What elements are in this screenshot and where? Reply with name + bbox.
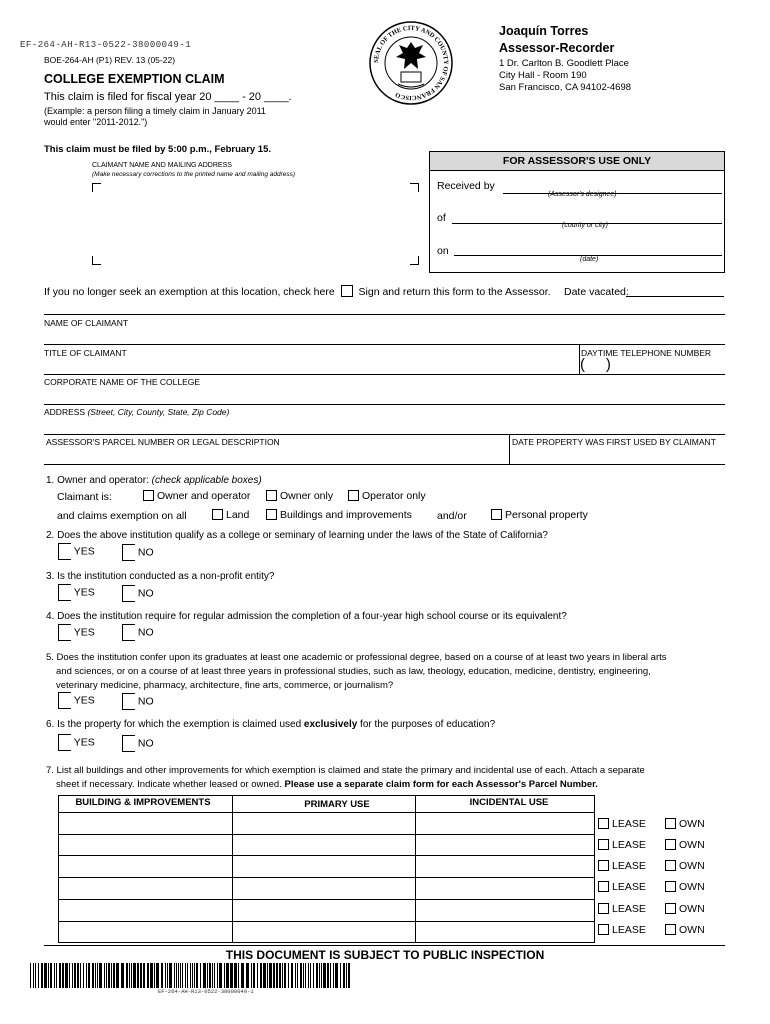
barcode-bar (319, 963, 320, 988)
barcode-bar (346, 963, 347, 988)
row1-own-label: OWN (679, 818, 705, 830)
personal-property-checkbox[interactable] (491, 509, 502, 520)
q3-yes[interactable] (58, 584, 95, 601)
claims-on-all-label: and claims exemption on all (57, 510, 187, 522)
barcode-bar (333, 963, 334, 988)
barcode-bar (72, 963, 73, 988)
row1-lease-label: LEASE (612, 818, 646, 830)
header-primary-use: PRIMARY USE (304, 799, 370, 810)
barcode-bar (50, 963, 52, 988)
parcel-divider (509, 434, 510, 464)
row3-lease-label: LEASE (612, 860, 646, 872)
barcode-bar (241, 963, 244, 988)
barcode-bar (137, 963, 139, 988)
row6-lease-label: LEASE (612, 924, 646, 936)
barcode-bar (74, 963, 76, 988)
barcode-bar (246, 963, 249, 988)
barcode-bar (95, 963, 96, 988)
row1-own[interactable] (665, 818, 705, 830)
barcode-bar (251, 963, 252, 988)
barcode-bar (178, 963, 179, 988)
barcode-bar (330, 963, 331, 988)
form-revision: BOE-264-AH (P1) REV. 13 (05-22) (44, 55, 176, 65)
barcode-bar (143, 963, 145, 988)
q1-hint: (check applicable boxes) (151, 475, 262, 486)
seal-text: SEAL OF THE CITY AND COUNTY OF SAN FRANCISCO (372, 24, 450, 102)
q6-no-box[interactable] (122, 735, 135, 752)
q4-text: 4. Does the institution require for regular admission the completion of a four-year high school course or its equivalent? (46, 611, 567, 622)
date-hint: (date) (580, 256, 599, 263)
corner-mark-tl (92, 183, 101, 192)
rule-4 (44, 404, 725, 405)
q2-text: 2. Does the above institution qualify as a college or seminary of learning under the laws of the State of California? (46, 530, 548, 541)
barcode-bar (327, 963, 329, 988)
barcode-bar (108, 963, 110, 988)
barcode-bar (279, 963, 281, 988)
row5-lease[interactable] (598, 903, 646, 915)
header-building: BUILDING & IMPROVEMENTS (75, 797, 211, 808)
barcode (30, 963, 355, 988)
daytime-phone-label: DAYTIME TELEPHONE NUMBER (581, 348, 712, 358)
q6-yes-label: YES (73, 736, 95, 749)
address-hint: (Street, City, County, State, Zip Code) (87, 407, 230, 417)
barcode-bar (92, 963, 94, 988)
assessor-address-1: 1 Dr. Carlton B. Goodlett Place (499, 58, 629, 69)
barcode-bar (316, 963, 318, 988)
phone-input[interactable]: ( ) (580, 356, 611, 373)
owner-operator-label: Owner and operator (157, 490, 251, 502)
q3-yes-box[interactable] (58, 584, 71, 601)
barcode-bar (44, 963, 47, 988)
title-of-claimant-label: TITLE OF CLAIMANT (44, 348, 127, 358)
opt-buildings[interactable] (266, 509, 412, 521)
received-by-label: Received by (437, 180, 495, 192)
barcode-bar (276, 963, 278, 988)
rule-3 (44, 374, 725, 375)
designee-hint: (Assessor's designee) (548, 191, 617, 198)
barcode-bar (65, 963, 68, 988)
row5-lease-checkbox[interactable] (598, 903, 609, 914)
claimant-is-label: Claimant is: (57, 491, 112, 503)
barcode-bar (77, 963, 79, 988)
row3-lease[interactable] (598, 860, 646, 872)
barcode-bar (348, 963, 350, 988)
row1-lease[interactable] (598, 818, 646, 830)
barcode-bar (131, 963, 132, 988)
table-header-row (58, 795, 595, 813)
barcode-bar (203, 963, 206, 988)
q1-text: 1. Owner and operator: (46, 475, 149, 486)
row4-own-label: OWN (679, 881, 705, 893)
barcode-bar (257, 963, 258, 988)
barcode-bar (59, 963, 61, 988)
no-longer-text: If you no longer seek an exemption at this location, check here (44, 286, 335, 298)
rule-6 (44, 464, 725, 465)
opt-land[interactable] (212, 509, 249, 521)
row-line-5 (58, 921, 595, 922)
q5-no-label: NO (137, 695, 154, 708)
improvements-table (58, 795, 595, 943)
barcode-bar (54, 963, 55, 988)
barcode-bar (129, 963, 130, 988)
row3-lease-checkbox[interactable] (598, 860, 609, 871)
q5-no-box[interactable] (122, 693, 135, 710)
land-checkbox[interactable] (212, 509, 223, 520)
barcode-bar (291, 963, 293, 988)
row5-own-label: OWN (679, 903, 705, 915)
barcode-bar (86, 963, 87, 988)
no-longer-text-2: Sign and return this form to the Assessor. (358, 286, 551, 298)
row2-lease-checkbox[interactable] (598, 839, 609, 850)
barcode-bar (209, 963, 211, 988)
barcode-bar (116, 963, 119, 988)
q5-no[interactable] (122, 693, 154, 710)
q6-line (46, 718, 495, 732)
barcode-bar (217, 963, 218, 988)
barcode-bar (41, 963, 43, 988)
q5-line-2: and sciences, or on a course of at least three years in professional studies, such as law, theology, education, medicine, dentistry, engineering, (56, 666, 651, 677)
row-line-4 (58, 899, 595, 900)
q3-no-label: NO (137, 587, 154, 600)
q2-no-box[interactable] (122, 544, 135, 561)
barcode-bar (33, 963, 34, 988)
row4-lease-label: LEASE (612, 881, 646, 893)
q4-no[interactable] (122, 624, 154, 641)
assessor-name: Joaquín Torres (499, 24, 589, 38)
row6-own[interactable] (665, 924, 705, 936)
barcode-bar (35, 963, 36, 988)
barcode-bar (187, 963, 188, 988)
assessor-address-3: San Francisco, CA 94102-4698 (499, 82, 632, 93)
q5-yes-label: YES (73, 694, 95, 707)
example-line-1: (Example: a person filing a timely claim in January 2011 (44, 106, 266, 116)
barcode-bar (253, 963, 255, 988)
row4-lease[interactable] (598, 881, 646, 893)
operator-only-label: Operator only (362, 490, 426, 502)
barcode-bar (30, 963, 31, 988)
address-input[interactable] (44, 419, 725, 433)
barcode-bar (88, 963, 90, 988)
barcode-bar (288, 963, 289, 988)
q2-yes-box[interactable] (58, 543, 71, 560)
row6-lease[interactable] (598, 924, 646, 936)
q6-no[interactable] (122, 735, 154, 752)
svg-text:SEAL OF THE CITY AND COUNTY OF (373, 25, 449, 101)
q4-yes[interactable] (58, 624, 95, 641)
barcode-bar (323, 963, 326, 988)
row5-own-checkbox[interactable] (665, 903, 676, 914)
opt-operator-only[interactable] (348, 490, 426, 502)
barcode-bar (83, 963, 84, 988)
date-vacated-label: Date vacated: (564, 286, 629, 298)
row-line-2 (58, 855, 595, 856)
barcode-bar (140, 963, 142, 988)
barcode-bar (56, 963, 57, 988)
barcode-bar (154, 963, 155, 988)
address-label: ADDRESS (44, 407, 86, 417)
owner-only-label: Owner only (280, 490, 334, 502)
barcode-bar (190, 963, 191, 988)
barcode-bar (273, 963, 275, 988)
barcode-bar (133, 963, 136, 988)
barcode-bar (200, 963, 201, 988)
row2-lease-label: LEASE (612, 839, 646, 851)
barcode-bar (180, 963, 181, 988)
q3-yes-label: YES (73, 586, 95, 599)
address-label-line (44, 407, 229, 417)
row4-lease-checkbox[interactable] (598, 881, 609, 892)
of-label: of (437, 212, 446, 224)
q2-no[interactable] (122, 544, 154, 561)
barcode-bar (182, 963, 183, 988)
barcode-bar (303, 963, 304, 988)
q4-yes-label: YES (73, 626, 95, 639)
row-line-3 (58, 877, 595, 878)
barcode-bar (284, 963, 286, 988)
row2-own-checkbox[interactable] (665, 839, 676, 850)
barcode-bar (263, 963, 266, 988)
barcode-bar (48, 963, 49, 988)
name-of-claimant-input[interactable] (44, 330, 725, 343)
barcode-bar (167, 963, 168, 988)
barcode-bar (196, 963, 198, 988)
barcode-bar (176, 963, 177, 988)
q5-yes-box[interactable] (58, 692, 71, 709)
barcode-bar (310, 963, 311, 988)
row1-lease-checkbox[interactable] (598, 818, 609, 829)
assessor-title: Assessor-Recorder (499, 41, 615, 55)
barcode-bar (185, 963, 186, 988)
barcode-bar (313, 963, 314, 988)
rule-5 (44, 434, 725, 435)
row2-own-label: OWN (679, 839, 705, 851)
barcode-bar (212, 963, 213, 988)
q6-post: for the purposes of education? (357, 719, 496, 730)
corner-mark-br (410, 256, 419, 265)
name-of-claimant-label: NAME OF CLAIMANT (44, 318, 129, 328)
example-line-2: would enter "2011-2012.") (44, 117, 148, 127)
barcode-bar (97, 963, 98, 988)
q7-line-1: 7. List all buildings and other improvements for which exemption is claimed and state the primary and incidental use of each. Attach a separate (46, 765, 645, 776)
opt-personal[interactable] (491, 509, 588, 521)
barcode-bar (62, 963, 64, 988)
barcode-bar (165, 963, 166, 988)
barcode-bar (219, 963, 222, 988)
q6-pre: 6. Is the property for which the exemption is claimed used (46, 719, 304, 730)
q3-no[interactable] (122, 585, 154, 602)
barcode-bar (282, 963, 283, 988)
barcode-bar (38, 963, 39, 988)
barcode-bar (226, 963, 229, 988)
barcode-bar (269, 963, 272, 988)
parcel-label: ASSESSOR'S PARCEL NUMBER OR LEGAL DESCRIPTION (46, 437, 280, 447)
date-vacated-line[interactable] (626, 296, 724, 297)
claimant-box-label: CLAIMANT NAME AND MAILING ADDRESS (92, 162, 232, 169)
barcode-bar (174, 963, 175, 988)
buildings-label: Buildings and improvements (280, 509, 412, 521)
barcode-bar (99, 963, 102, 988)
q4-yes-box[interactable] (58, 624, 71, 641)
barcode-bar (121, 963, 124, 988)
q6-yes[interactable] (58, 734, 95, 751)
barcode-bar (111, 963, 112, 988)
barcode-bar (150, 963, 153, 988)
claimant-box-note: (Make necessary corrections to the printed name and mailing address) (92, 171, 296, 178)
barcode-bar (194, 963, 195, 988)
row4-own-checkbox[interactable] (665, 881, 676, 892)
barcode-bar (308, 963, 309, 988)
rule-1 (44, 314, 725, 315)
row6-lease-checkbox[interactable] (598, 924, 609, 935)
barcode-bar (161, 963, 163, 988)
q6-yes-box[interactable] (58, 734, 71, 751)
header-incidental-use: INCIDENTAL USE (469, 797, 549, 808)
q6-bold: exclusively (303, 719, 358, 730)
row4-own[interactable] (665, 881, 705, 893)
form-code-line: EF-264-AH-R13-0522-38000049-1 (20, 40, 192, 50)
barcode-text: EF-264-AH-R13-0522-38000049-1 (158, 988, 254, 995)
barcode-bar (335, 963, 338, 988)
barcode-bar (69, 963, 70, 988)
and-or-label: and/or (437, 510, 467, 522)
q4-no-box[interactable] (122, 624, 135, 641)
barcode-bar (260, 963, 262, 988)
barcode-bar (207, 963, 208, 988)
row-line-1 (58, 834, 595, 835)
fiscal-year-text: This claim is filed for fiscal year 20 ____ - 20 ____. (44, 91, 292, 103)
corner-mark-tr (410, 183, 419, 192)
row6-own-checkbox[interactable] (665, 924, 676, 935)
row2-lease[interactable] (598, 839, 646, 851)
q4-no-label: NO (137, 626, 154, 639)
q7-line-2-text: sheet if necessary. Indicate whether leased or owned. (56, 779, 285, 790)
barcode-bar (126, 963, 128, 988)
q2-yes-label: YES (73, 545, 95, 558)
barcode-bar (340, 963, 341, 988)
row5-lease-label: LEASE (612, 903, 646, 915)
no-longer-checkbox[interactable] (341, 285, 353, 297)
q5-line-1: 5. Does the institution confer upon its graduates at least one academic or professional degree, based on a course of at least two years in liberal arts (46, 652, 667, 663)
barcode-bar (238, 963, 239, 988)
row3-own-checkbox[interactable] (665, 860, 676, 871)
barcode-bar (300, 963, 302, 988)
buildings-checkbox[interactable] (266, 509, 277, 520)
row3-own[interactable] (665, 860, 705, 872)
corporate-name-input[interactable] (44, 389, 725, 403)
form-title: COLLEGE EXEMPTION CLAIM (44, 72, 225, 86)
operator-only-checkbox[interactable] (348, 490, 359, 501)
date-first-used-label: DATE PROPERTY WAS FIRST USED BY CLAIMANT (512, 437, 716, 447)
assessor-address-2: City Hall - Room 190 (499, 70, 587, 81)
q3-no-box[interactable] (122, 585, 135, 602)
barcode-bar (104, 963, 105, 988)
row2-own[interactable] (665, 839, 705, 851)
row6-own-label: OWN (679, 924, 705, 936)
barcode-bar (267, 963, 268, 988)
barcode-bar (106, 963, 107, 988)
rule-2 (44, 344, 725, 345)
barcode-bar (224, 963, 225, 988)
footer-rule (44, 945, 725, 946)
barcode-bar (192, 963, 193, 988)
q2-no-label: NO (137, 546, 154, 559)
barcode-bar (80, 963, 81, 988)
on-label: on (437, 245, 449, 257)
row5-own[interactable] (665, 903, 705, 915)
q7-line-2-bold: Please use a separate claim form for each Assessor's Parcel Number. (284, 779, 598, 790)
barcode-bar (214, 963, 215, 988)
assessor-use-header: FOR ASSESSOR'S USE ONLY (430, 152, 724, 171)
q5-yes[interactable] (58, 692, 95, 709)
q6-no-label: NO (137, 737, 154, 750)
barcode-bar (169, 963, 172, 988)
barcode-bar (156, 963, 159, 988)
barcode-bar (321, 963, 322, 988)
opt-owner-only[interactable] (266, 490, 333, 502)
owner-only-checkbox[interactable] (266, 490, 277, 501)
barcode-bar (343, 963, 345, 988)
barcode-bar (113, 963, 115, 988)
county-hint: (county or city) (562, 222, 608, 229)
q1-line (46, 474, 262, 488)
personal-property-label: Personal property (505, 509, 588, 521)
barcode-bar (295, 963, 296, 988)
corner-mark-bl (92, 256, 101, 265)
q3-text: 3. Is the institution conducted as a non-profit entity? (46, 571, 275, 582)
no-longer-line (44, 285, 551, 298)
corporate-name-label: CORPORATE NAME OF THE COLLEGE (44, 377, 201, 387)
opt-owner-operator[interactable] (143, 490, 250, 502)
row3-own-label: OWN (679, 860, 705, 872)
barcode-bar (147, 963, 149, 988)
q2-yes[interactable] (58, 543, 95, 560)
public-inspection-notice: THIS DOCUMENT IS SUBJECT TO PUBLIC INSPECTION (225, 948, 545, 962)
filing-deadline: This claim must be filed by 5:00 p.m., February 15. (44, 144, 272, 155)
land-label: Land (226, 509, 250, 521)
barcode-bar (305, 963, 306, 988)
row1-own-checkbox[interactable] (665, 818, 676, 829)
barcode-bar (230, 963, 233, 988)
owner-operator-checkbox[interactable] (143, 490, 154, 501)
barcode-bar (234, 963, 237, 988)
barcode-bar (297, 963, 298, 988)
city-seal (368, 20, 454, 106)
q7-line-2 (56, 778, 598, 792)
q5-line-3: veterinary medicine, pharmacy, architecture, fine arts, commerce, or journalism? (56, 680, 394, 691)
